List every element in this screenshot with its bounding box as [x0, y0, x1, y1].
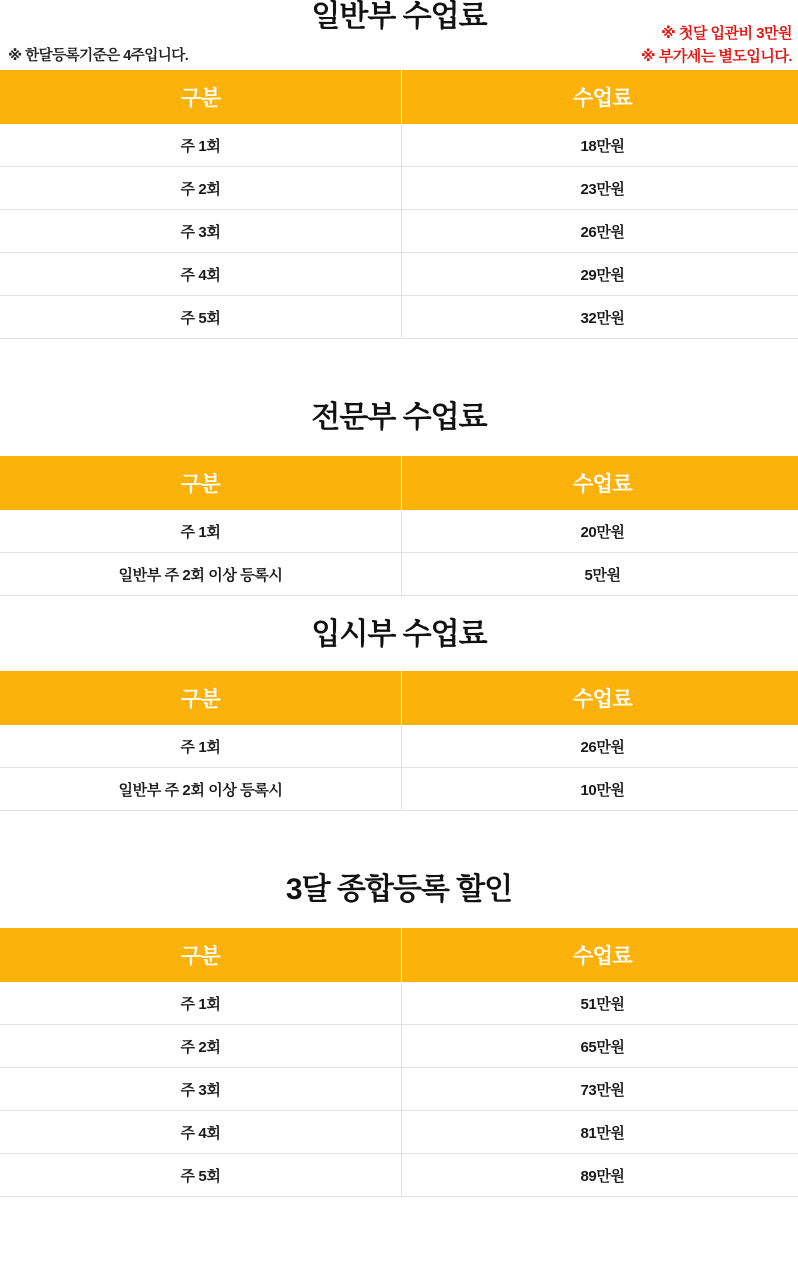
section-title-general: 일반부 수업료 — [311, 0, 487, 33]
column-header-fee: 수업료 — [402, 70, 798, 124]
row-fee: 18만원 — [402, 124, 798, 167]
table-row — [0, 1111, 798, 1154]
table-header-row — [0, 671, 798, 725]
table-row — [0, 253, 798, 296]
note-fees-red — [641, 22, 792, 69]
row-label: 주 4회 — [0, 1111, 402, 1154]
table-row — [0, 768, 798, 811]
section-title-entrance-exam: 입시부 수업료 — [311, 618, 487, 651]
row-fee: 73만원 — [402, 1068, 798, 1111]
section-title-three-month-discount: 3달 종합등록 할인 — [285, 873, 513, 906]
section-1-header-zone — [0, 0, 798, 70]
table-row — [0, 1025, 798, 1068]
table-head — [0, 671, 798, 725]
row-fee: 23만원 — [402, 167, 798, 210]
row-fee: 29만원 — [402, 253, 798, 296]
column-header-category: 구분 — [0, 456, 402, 510]
row-fee: 5만원 — [402, 553, 798, 596]
row-label: 주 1회 — [0, 510, 402, 553]
table-three-month-discount — [0, 928, 798, 1197]
table-row — [0, 510, 798, 553]
table-body — [0, 982, 798, 1197]
table-header-row — [0, 928, 798, 982]
spacer — [0, 434, 798, 456]
column-header-category: 구분 — [0, 671, 402, 725]
row-fee: 20만원 — [402, 510, 798, 553]
table-row — [0, 553, 798, 596]
row-fee: 26만원 — [402, 210, 798, 253]
table-body — [0, 510, 798, 596]
table-row — [0, 982, 798, 1025]
row-fee: 89만원 — [402, 1154, 798, 1197]
column-header-category: 구분 — [0, 70, 402, 124]
table-professional-fees — [0, 456, 798, 596]
row-fee: 81만원 — [402, 1111, 798, 1154]
row-label: 주 2회 — [0, 167, 402, 210]
column-header-fee: 수업료 — [402, 456, 798, 510]
note-monthly-basis: ※ 한달등록기준은 4주입니다. — [8, 48, 189, 64]
note-entrance-fee: ※ 첫달 입관비 3만원 — [661, 25, 792, 42]
row-fee: 32만원 — [402, 296, 798, 339]
row-fee: 65만원 — [402, 1025, 798, 1068]
row-fee: 26만원 — [402, 725, 798, 768]
row-label: 주 5회 — [0, 1154, 402, 1197]
row-label: 주 4회 — [0, 253, 402, 296]
row-fee: 10만원 — [402, 768, 798, 811]
spacer — [0, 596, 798, 618]
table-row — [0, 167, 798, 210]
table-row — [0, 210, 798, 253]
row-label: 주 1회 — [0, 982, 402, 1025]
table-body — [0, 725, 798, 811]
table-row — [0, 296, 798, 339]
section-title-professional: 전문부 수업료 — [311, 401, 487, 434]
row-label: 일반부 주 2회 이상 등록시 — [0, 768, 402, 811]
row-label: 주 1회 — [0, 124, 402, 167]
column-header-fee: 수업료 — [402, 928, 798, 982]
row-label: 주 3회 — [0, 210, 402, 253]
table-head — [0, 456, 798, 510]
table-header-row — [0, 70, 798, 124]
table-header-row — [0, 456, 798, 510]
spacer — [0, 906, 798, 928]
row-label: 주 5회 — [0, 296, 402, 339]
table-row — [0, 1154, 798, 1197]
table-row — [0, 124, 798, 167]
spacer — [0, 811, 798, 873]
spacer — [0, 339, 798, 401]
table-head — [0, 70, 798, 124]
table-row — [0, 725, 798, 768]
table-row — [0, 1068, 798, 1111]
spacer — [0, 651, 798, 671]
row-label: 주 2회 — [0, 1025, 402, 1068]
column-header-category: 구분 — [0, 928, 402, 982]
table-body — [0, 124, 798, 339]
row-label: 주 1회 — [0, 725, 402, 768]
row-label: 주 3회 — [0, 1068, 402, 1111]
row-label: 일반부 주 2회 이상 등록시 — [0, 553, 402, 596]
table-general-fees — [0, 70, 798, 339]
table-entrance-exam-fees — [0, 671, 798, 811]
table-head — [0, 928, 798, 982]
note-vat-excluded: ※ 부가세는 별도입니다. — [641, 48, 792, 66]
row-fee: 51만원 — [402, 982, 798, 1025]
column-header-fee: 수업료 — [402, 671, 798, 725]
